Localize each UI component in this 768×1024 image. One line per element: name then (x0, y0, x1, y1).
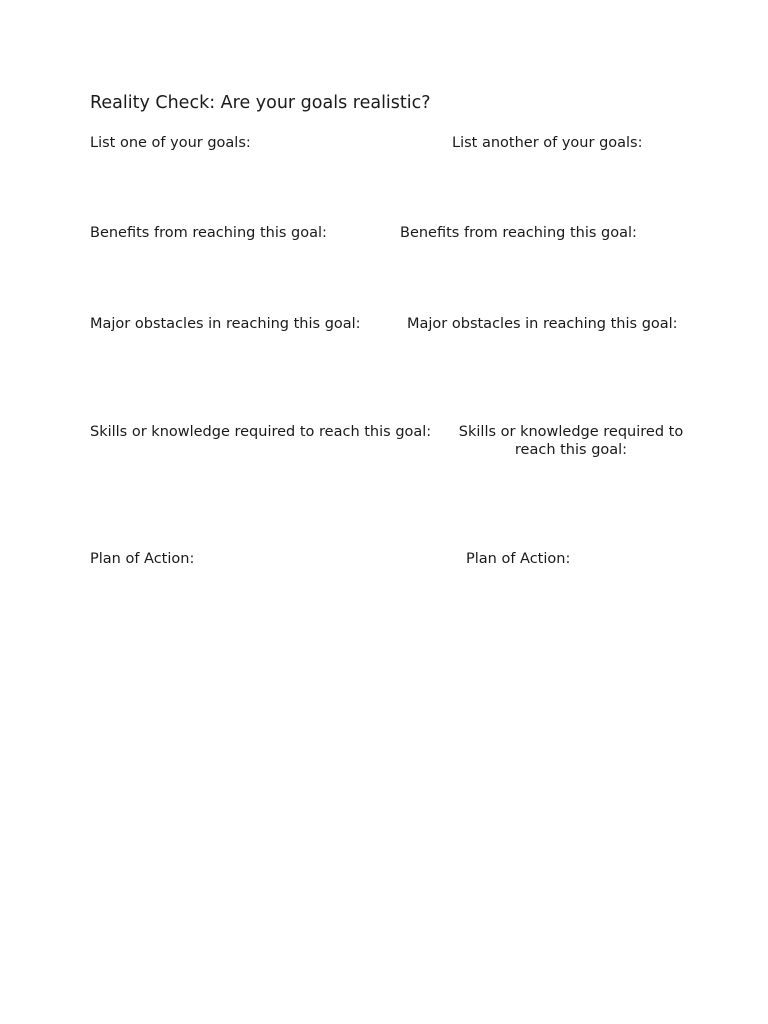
right-obstacles-prompt: Major obstacles in reaching this goal: (407, 316, 678, 332)
left-goal-prompt: List one of your goals: (90, 135, 251, 151)
right-skills-prompt: Skills or knowledge required to reach this goal: (458, 424, 684, 458)
page-title: Reality Check: Are your goals realistic? (90, 93, 431, 113)
left-skills-prompt: Skills or knowledge required to reach this goal: (90, 424, 432, 440)
right-plan-prompt: Plan of Action: (466, 551, 571, 567)
right-benefits-prompt: Benefits from reaching this goal: (400, 225, 637, 241)
right-goal-prompt: List another of your goals: (452, 135, 643, 151)
left-obstacles-prompt: Major obstacles in reaching this goal: (90, 316, 361, 332)
left-benefits-prompt: Benefits from reaching this goal: (90, 225, 327, 241)
left-plan-prompt: Plan of Action: (90, 551, 195, 567)
